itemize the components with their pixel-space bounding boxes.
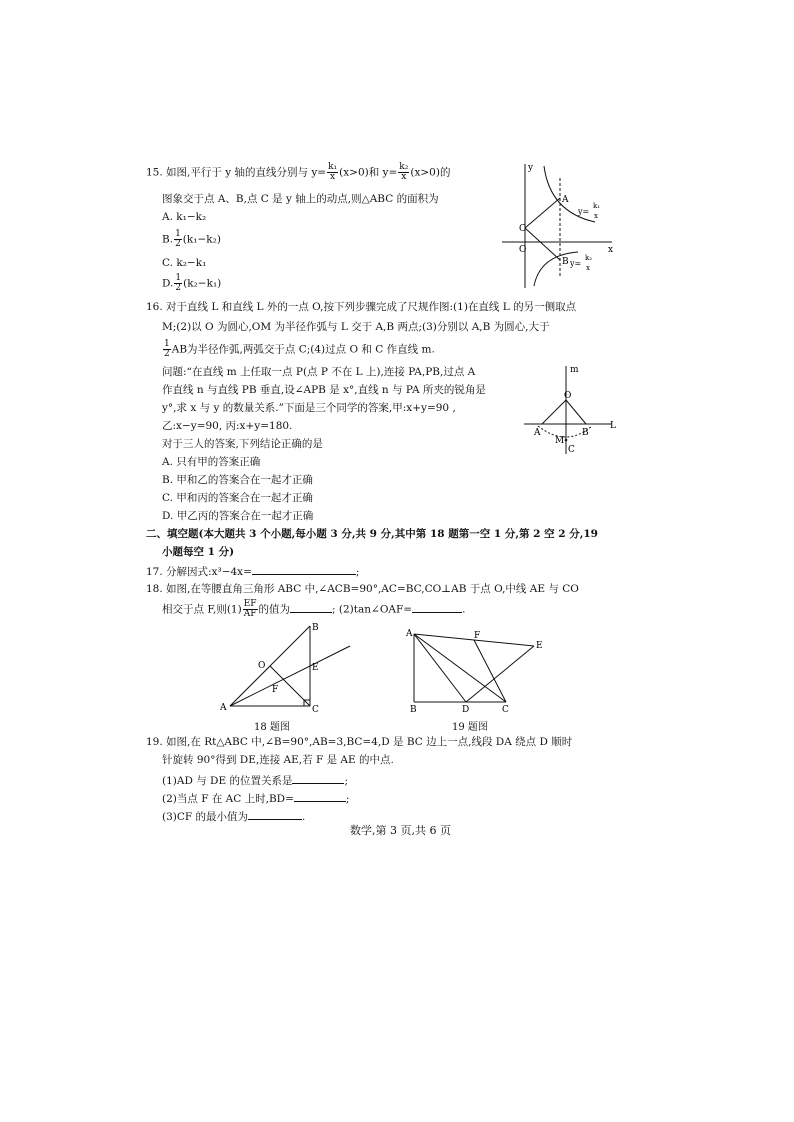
q19-sub2-text: (2)当点 F 在 AC 上时,BD= — [162, 793, 294, 805]
q19-sub1-end: ; — [344, 775, 349, 787]
q15-label-curve2-num: k₂ — [585, 254, 593, 262]
q18-label-c: C — [312, 705, 319, 714]
q19-segment-ad — [414, 634, 466, 702]
q15-figure — [500, 160, 620, 292]
q17-line — [146, 563, 359, 579]
q15-label-curve1-den: x — [594, 212, 598, 220]
q19-sub1-text: (1)AD 与 DE 的位置关系是 — [162, 775, 293, 787]
q16-half-d: 2 — [164, 349, 170, 359]
q18-label-o: O — [258, 661, 266, 671]
q16-option-a: A. 只有甲的答案正确 — [162, 456, 261, 468]
section2-header-line2: 小题每空 1 分) — [162, 546, 235, 558]
q17-text: 17. 分解因式:x³−4x= — [146, 566, 252, 578]
q19-answer1-blank[interactable] — [292, 772, 344, 784]
q15-curve-k2 — [534, 252, 578, 286]
q15-stem-line2: 图象交于点 A、B,点 C 是 y 轴上的动点,则△ABC 的面积为 — [162, 193, 439, 205]
q15-side-cb — [525, 228, 560, 260]
q15-optb-d: 2 — [175, 239, 181, 249]
q15-number: 15. — [146, 166, 163, 179]
q16-problem-5: 对于三人的答案,下列结论正确的是 — [162, 438, 323, 450]
q16-problem-2: 作直线 n 与直线 PB 垂直,设∠APB 是 x°,直线 n 与 PA 所夹的锐角是 — [162, 384, 486, 396]
q16-label-m: m — [570, 365, 579, 375]
q16-option-b: B. 甲和乙的答案合在一起才正确 — [162, 474, 313, 486]
q18-label-e: E — [312, 663, 319, 673]
page-footer: 数学,第 3 页,共 6 页 — [350, 824, 451, 837]
q18-l2a: 相交于点 F,则(1) — [162, 603, 242, 616]
q19-segment-de — [466, 646, 534, 702]
q15-optb-post: (k₁−k₂) — [182, 233, 221, 246]
q19-label-a: A — [406, 629, 413, 639]
q19-figure-caption: 19 题图 — [452, 722, 488, 733]
q18-answer1-blank[interactable] — [290, 601, 332, 613]
q18-median-ae — [230, 646, 350, 706]
q18-l2d: . — [462, 603, 466, 616]
q15-f1-den: x — [330, 172, 336, 182]
q18-label-a: A — [220, 703, 227, 713]
q16-l3: AB为半径作弧,两弧交于点 C;(4)过点 O 和 C 作直线 m. — [171, 343, 435, 356]
q18-frac-num: EF — [243, 599, 257, 609]
q16-label-a: A — [534, 428, 541, 438]
q15-f2-num: k₂ — [399, 162, 409, 172]
q16-problem-1: 问题:“在直线 m 上任取一点 P(点 P 不在 L 上),连接 PA,PB,过点 A — [162, 366, 476, 378]
q19-sub2-end: ; — [345, 793, 350, 805]
q16-segment-ob — [566, 400, 586, 424]
q18-figure-caption: 18 题图 — [254, 722, 290, 733]
q19-label-b: B — [410, 705, 417, 715]
q19-line2: 针旋转 90°得到 DE,连接 AE,若 F 是 AE 的中点. — [162, 754, 394, 766]
q18-l2b: 的值为 — [258, 603, 291, 616]
q15-stem-b: (x>0)和 y= — [339, 166, 398, 179]
q15-option-b — [162, 230, 221, 249]
q16-half-n: 1 — [164, 339, 170, 349]
q15-f1-num: k₁ — [328, 162, 338, 172]
q15-optd-n: 1 — [175, 273, 182, 283]
q19-sub3-text: (3)CF 的最小值为 — [162, 811, 249, 823]
q16-line2: M;(2)以 O 为圆心,OM 为半径作弧与 L 交于 A,B 两点;(3)分别以 A,B 为圆心,大于 — [162, 321, 550, 333]
q19-answer3-blank[interactable] — [248, 808, 302, 820]
section2-header-line1: 二、填空题(本大题共 3 个小题,每小题 3 分,共 9 分,其中第 18 题第一空 1 分,第 2 空 2 分,19 — [146, 528, 598, 540]
q19-sub3-end: . — [302, 811, 306, 823]
q16-figure — [520, 362, 620, 458]
q16-problem-4: 乙:x−y=90, 丙:x+y=180. — [162, 420, 293, 432]
q18-line2 — [162, 600, 465, 619]
q15-optd-frac — [174, 274, 182, 293]
q15-label-y: y — [528, 163, 534, 173]
q15-side-ca — [525, 198, 560, 228]
q19-answer2-blank[interactable] — [294, 790, 346, 802]
q15-fraction-k1 — [327, 163, 338, 182]
q19-segment-cf — [474, 640, 506, 702]
q16-line1 — [146, 300, 576, 314]
q16-label-c: C — [568, 445, 575, 455]
q16-problem-3: y°,求 x 与 y 的数量关系.”下面是三个同学的答案,甲:x+y=90 , — [162, 402, 456, 414]
q16-segment-oa — [542, 400, 566, 424]
q19-sub3 — [162, 808, 305, 824]
q19-sub2 — [162, 790, 349, 806]
q15-option-a: A. k₁−k₂ — [162, 211, 207, 223]
q15-label-curve1-num: k₁ — [593, 202, 601, 210]
q15-optd-d: 2 — [175, 283, 182, 293]
q15-option-d — [162, 274, 221, 293]
q19-side-ac — [414, 634, 506, 702]
q16-label-o: O — [564, 391, 572, 401]
q18-frac-den: AF — [243, 609, 257, 619]
q16-option-d: D. 甲乙丙的答案合在一起才正确 — [162, 510, 314, 522]
q15-optb-frac — [174, 230, 182, 249]
q15-stem-a: 如图,平行于 y 轴的直线分别与 y= — [166, 166, 327, 179]
q18-figure — [218, 620, 358, 714]
q19-sub1 — [162, 772, 348, 788]
q16-label-mpoint: M — [555, 436, 565, 446]
q16-l1: 对于直线 L 和直线 L 外的一点 O,按下列步骤完成了尺规作图:(1)在直线 L 的另一侧取点 — [166, 301, 577, 313]
q17-answer-blank[interactable] — [252, 563, 356, 575]
q19-figure — [400, 626, 550, 716]
q18-label-f: F — [272, 685, 279, 695]
q19-label-e: E — [536, 641, 543, 651]
q15-optb-pre: B. — [162, 233, 174, 246]
q15-label-curve2: y= — [570, 259, 582, 268]
q16-point-m — [565, 439, 568, 442]
q17-end: ; — [355, 566, 360, 578]
q15-label-b: B — [562, 257, 569, 267]
q19-label-f: F — [474, 631, 481, 641]
q18-label-b: B — [312, 623, 319, 633]
q18-l2c: ; (2)tan∠OAF= — [332, 603, 413, 616]
q15-label-x: x — [608, 245, 614, 255]
q15-optd-pre: D. — [162, 277, 174, 290]
q18-ratio-frac — [243, 600, 258, 619]
q15-label-o: O — [519, 245, 527, 255]
q15-label-c: C — [519, 224, 526, 234]
q15-option-c: C. k₂−k₁ — [162, 257, 207, 269]
q18-line1: 18. 如图,在等腰直角三角形 ABC 中,∠ACB=90°,AC=BC,CO⊥AB 于点 O,中线 AE 与 CO — [146, 583, 579, 595]
q15-label-a: A — [562, 195, 569, 205]
q15-optd-post: (k₂−k₁) — [183, 277, 222, 290]
q19-label-c: C — [502, 705, 509, 715]
q15-f2-den: x — [401, 172, 407, 182]
q18-answer2-blank[interactable] — [412, 601, 462, 613]
q16-label-l: L — [610, 421, 616, 431]
q15-stem-c: (x>0)的 — [410, 166, 451, 179]
q19-label-d: D — [462, 705, 470, 715]
q16-line3 — [162, 340, 435, 359]
q16-half-frac — [163, 340, 171, 359]
q15-fraction-k2 — [398, 163, 409, 182]
q19-line1: 19. 如图,在 Rt△ABC 中,∠B=90°,AB=3,BC=4,D 是 BC 边上一点,线段 DA 绕点 D 顺时 — [146, 736, 573, 748]
q15-label-curve2-den: x — [586, 264, 590, 272]
q15-label-curve1: y= — [578, 207, 590, 216]
q15-stem-line1 — [146, 163, 450, 182]
q16-label-b: B — [582, 428, 589, 438]
q16-option-c: C. 甲和丙的答案合在一起才正确 — [162, 492, 313, 504]
q15-optb-n: 1 — [175, 229, 181, 239]
q16-number: 16. — [146, 301, 163, 313]
